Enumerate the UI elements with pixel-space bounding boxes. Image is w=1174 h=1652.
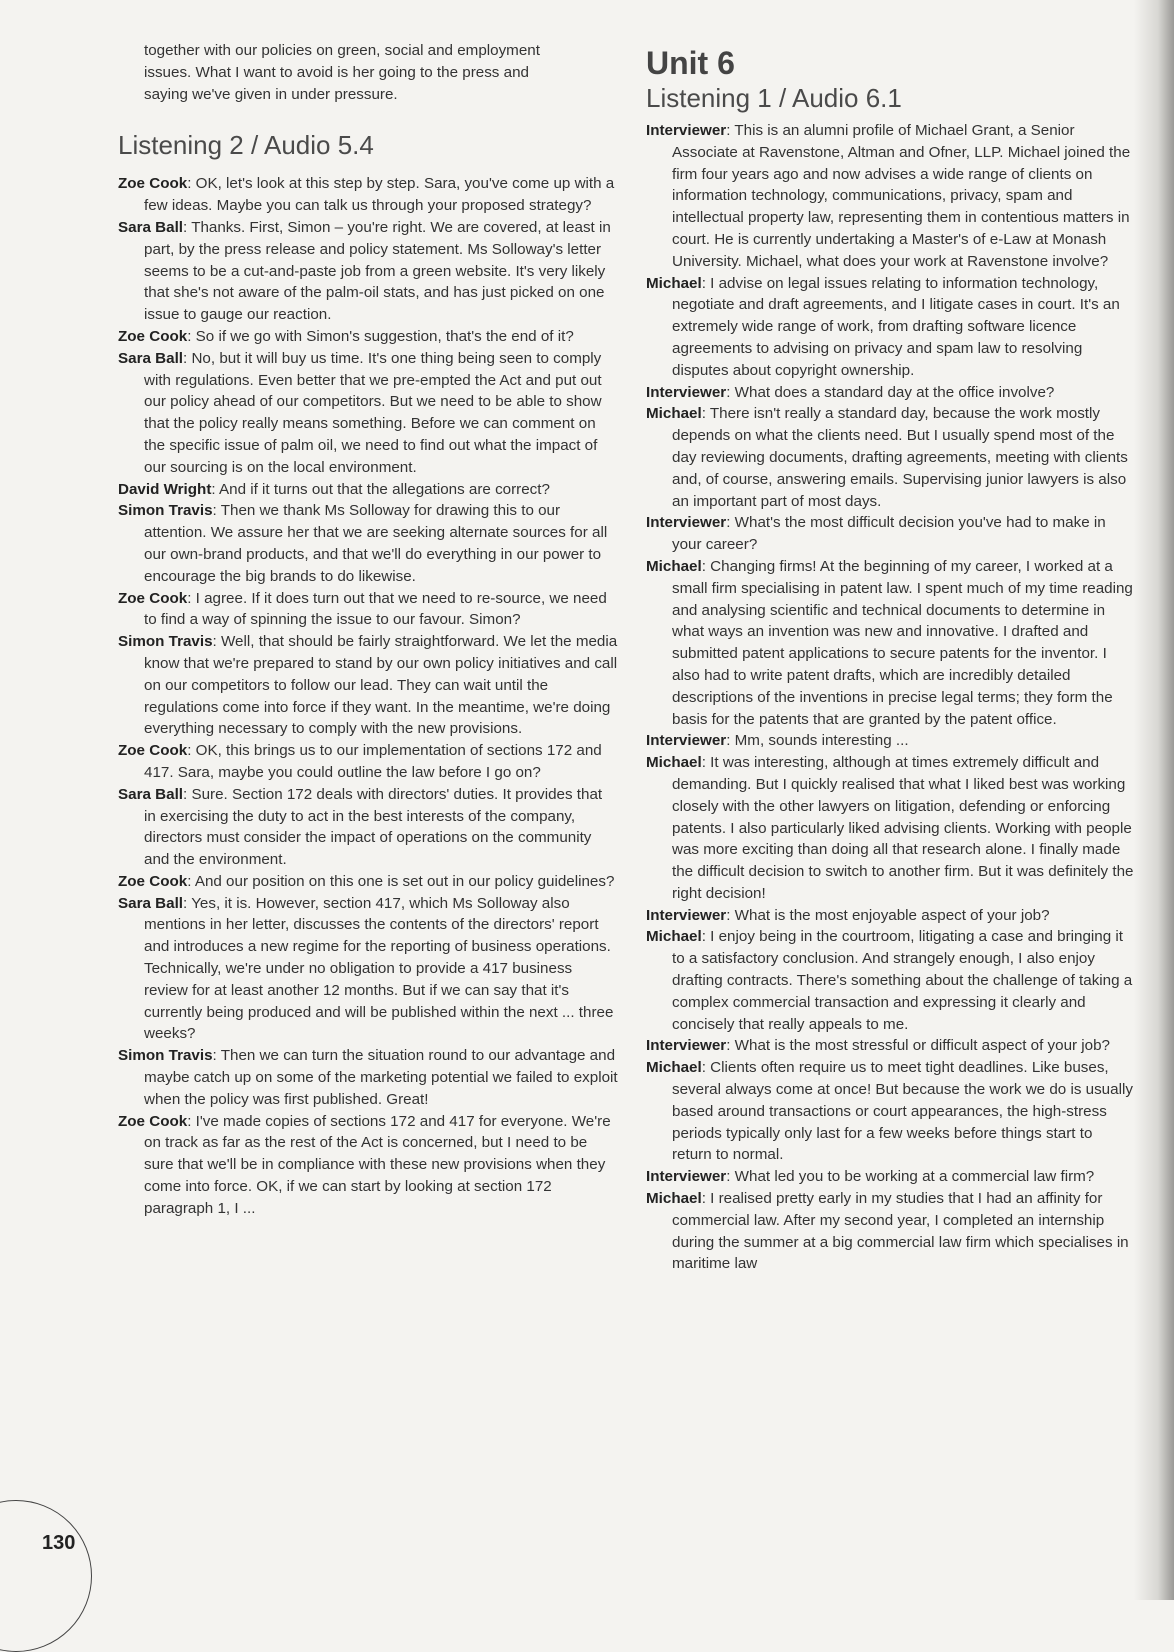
dialogue-text: This is an alumni profile of Michael Grant, a Senior Associate at Ravenstone, Altman and Ofner, LLP. Michael joined the firm four years ago and now advises a wide range of clients on information technology, communications, privacy, spam and intellectual property law, representing them in contentious matters in court. He is currently undertaking a Master's of e-Law at Monash University. Michael, what does your work at Ravenstone involve? <box>672 122 1131 270</box>
dialogue-text: Clients often require us to meet tight deadlines. Like buses, several always come at once! But because the work we do is usually based around transactions or court appearances, the high-stress periods typically only last for a few weeks before things start to return to normal. <box>672 1059 1133 1164</box>
intro-text <box>118 40 618 105</box>
dialogue-text: I realised pretty early in my studies that I had an affinity for commercial law. After my second year, I completed an internship during the summer at a big commercial law firm which specialises in maritime law <box>672 1190 1129 1273</box>
dialogue-text: I enjoy being in the courtroom, litigating a case and bringing it to a satisfactory conclusion. And strangely enough, I also enjoy drafting contracts. There's something about the challenge of taking a complex commercial transaction and expressing it clearly and concisely that really appeals to me. <box>672 928 1133 1033</box>
dialogue-text: And our position on this one is set out in our policy guidelines? <box>194 872 615 890</box>
intro-line: saying we've given in under pressure. <box>144 85 398 103</box>
dialogue-text: What is the most stressful or difficult aspect of your job? <box>734 1037 1111 1055</box>
dialogue-text: Mm, sounds interesting ... <box>734 732 909 750</box>
speaker-name: Interviewer <box>646 383 727 401</box>
dialogue-text: What's the most difficult decision you've had to make in your career? <box>672 514 1106 554</box>
speaker-name: Simon Travis <box>118 502 213 520</box>
dialogue-turn: Sara Ball: Thanks. First, Simon – you're right. We are covered, at least in part, by the press release and policy statement. Ms Solloway's letter seems to be a cut-and-paste job from a green website. It's very likely that she's not aware of the palm-oil stats, and has just picked on one issue to gauge our reaction. <box>118 218 611 324</box>
speaker-name: Michael <box>646 405 702 423</box>
dialogue-turn: Michael: Clients often require us to meet tight deadlines. Like buses, several always come at once! But because the work we do is usually based around transactions or court appearances, the high-stress periods typically only last for a few weeks before things start to return to normal. <box>646 1059 1133 1164</box>
dialogue-text: Well, that should be fairly straightforward. We let the media know that we're prepared to stand by our own policy initiatives and call on our competitors to follow our lead. They can wait until the regulations come into force if they want. In the meantime, we're doing everything necessary to comply with the new provisions. <box>144 633 618 738</box>
speaker-name: Zoe Cook <box>118 872 188 890</box>
dialogue-text: There isn't really a standard day, because the work mostly depends on what the clients need. But I usually spend most of the day reviewing documents, drafting agreements, meeting with clients and, of course, answering emails. Supervising junior lawyers is also an important part of most days. <box>672 405 1128 510</box>
dialogue-turn: Interviewer: What is the most stressful or difficult aspect of your job? <box>646 1037 1111 1055</box>
right-column <box>646 40 1136 1275</box>
speaker-name: Zoe Cook <box>118 1112 188 1130</box>
dialogue-text: No, but it will buy us time. It's one thing being seen to comply with regulations. Even better that we pre-empted the Act and put out our policy ahead of our competitors. But we need to be able to show that the policy really means something. Before we can comment on the specific issue of palm oil, we need to find out what the impact of our sourcing is on the local environment. <box>144 349 602 476</box>
speaker-name: Zoe Cook <box>118 589 188 607</box>
dialogue-text: And if it turns out that the allegations are correct? <box>219 480 550 498</box>
dialogue-turn: Michael: Changing firms! At the beginning of my career, I worked at a small firm specialising in patent law. I spent much of my time reading and analysing scientific and technical documents to determine in what ways an invention was new and innovative. I drafted and submitted patent applications to secure patents for the inventor. I also had to write patent drafts, which are incredibly detailed descriptions of the inventions in precise legal terms; they form the basis for the patents that are granted by the patent office. <box>646 557 1133 728</box>
dialogue-turn: Zoe Cook: And our position on this one is set out in our policy guidelines? <box>118 872 615 890</box>
dialogue-text: Thanks. First, Simon – you're right. We are covered, at least in part, by the press release and policy statement. Ms Solloway's letter seems to be a cut-and-paste job from a green website. It's very likely that she's not aware of the palm-oil stats, and has just picked on one issue to gauge our reaction. <box>144 218 611 324</box>
dialogue-turn: Zoe Cook: OK, this brings us to our implementation of sections 172 and 417. Sara, maybe you could outline the law before I go on? <box>118 742 602 781</box>
unit-title: Unit 6 <box>646 45 735 81</box>
dialogue-turn: Simon Travis: Well, that should be fairly straightforward. We let the media know that we're prepared to stand by our own policy initiatives and call on our competitors to follow our lead. They can wait until the regulations come into force if they want. In the meantime, we're doing everything necessary to comply with the new provisions. <box>118 633 618 738</box>
speaker-name: Zoe Cook <box>118 742 188 760</box>
speaker-name: Interviewer <box>646 122 727 139</box>
speaker-name: Interviewer <box>646 1168 727 1186</box>
dialogue-turn: Simon Travis: Then we thank Ms Solloway for drawing this to our attention. We assure her that we are seeking alternate sources for all our own-brand products, and that we'll do everything in our power to encourage the big brands to do likewise. <box>118 502 608 585</box>
dialogue-text: So if we go with Simon's suggestion, that's the end of it? <box>195 327 574 345</box>
section-heading: Listening 1 / Audio 6.1 <box>646 83 902 113</box>
dialogue-turn: Zoe Cook: I've made copies of sections 172 and 417 for everyone. We're on track as far as the rest of the Act is concerned, but I need to be sure that we'll be in compliance with these new provisions when they come into force. OK, if we can start by looking at section 172 paragraph 1, I ... <box>118 1112 611 1217</box>
dialogue-text: Changing firms! At the beginning of my career, I worked at a small firm specialising in patent law. I spent much of my time reading and analysing scientific and technical documents to determine in what ways an invention was new and innovative. I drafted and submitted patent applications to secure patents for the inventor. I also had to write patent drafts, which are incredibly detailed descriptions of the inventions in precise legal terms; they form the basis for the patents that are granted by the patent office. <box>672 557 1133 728</box>
speaker-name: Sara Ball <box>118 785 184 803</box>
dialogue-turn: Zoe Cook: I agree. If it does turn out that we need to re-source, we need to find a way of spinning the issue to our favour. Simon? <box>118 589 607 629</box>
speaker-name: Sara Ball <box>118 349 184 367</box>
transcript <box>118 173 618 1219</box>
dialogue-text: OK, let's look at this step by step. Sara, you've come up with a few ideas. Maybe you can talk us through your proposed strategy? <box>144 175 615 215</box>
dialogue-text: Yes, it is. However, section 417, which Ms Solloway also mentions in her letter, discusses the contents of the directors' report and introduces a new regime for the reporting of business operations. Technically, we're under no obligation to provide a 417 business review for at least another 12 months. But if we can say that it's currently being produced and will be published within the next ... three weeks? <box>144 894 614 1043</box>
dialogue-turn: David Wright: And if it turns out that the allegations are correct? <box>118 480 550 498</box>
speaker-name: Michael <box>646 1059 702 1077</box>
speaker-name: Zoe Cook <box>118 327 188 345</box>
dialogue-turn: Zoe Cook: OK, let's look at this step by step. Sara, you've come up with a few ideas. Maybe you can talk us through your proposed strategy? <box>118 175 615 215</box>
speaker-name: Simon Travis <box>118 1047 213 1065</box>
page-number: 130 <box>42 1532 76 1554</box>
dialogue-turn: Michael: I enjoy being in the courtroom, litigating a case and bringing it to a satisfactory conclusion. And strangely enough, I also enjoy drafting contracts. There's something about the challenge of taking a complex commercial transaction and expressing it clearly and concisely that really appeals to me. <box>646 928 1133 1033</box>
speaker-name: Sara Ball <box>118 218 184 236</box>
left-column <box>118 40 618 1220</box>
page-edge-shadow <box>1134 0 1174 1600</box>
dialogue-turn: Michael: I realised pretty early in my studies that I had an affinity for commercial law. After my second year, I completed an internship during the summer at a big commercial law firm which specialises in maritime law <box>646 1190 1129 1273</box>
dialogue-turn: Sara Ball: No, but it will buy us time. It's one thing being seen to comply with regulations. Even better that we pre-empted the Act and put out our policy ahead of our competitors. But we need to be able to show that the policy really means something. Before we can comment on the specific issue of palm oil, we need to find out what the impact of our sourcing is on the local environment. <box>118 349 602 476</box>
dialogue-text: Then we can turn the situation round to our advantage and maybe catch up on some of the marketing potential we failed to exploit when the policy was first published. Great! <box>144 1047 618 1108</box>
dialogue-turn: Zoe Cook: So if we go with Simon's suggestion, that's the end of it? <box>118 327 574 345</box>
speaker-name: Michael <box>646 1190 702 1208</box>
dialogue-text: Then we thank Ms Solloway for drawing this to our attention. We assure her that we are seeking alternate sources for all our own-brand products, and that we'll do everything in our power to encourage the big brands to do likewise. <box>144 502 608 585</box>
dialogue-text: Sure. Section 172 deals with directors' duties. It provides that in exercising the duty to act in the best interests of the company, directors must consider the impact of operations on the community and the environment. <box>144 785 603 869</box>
dialogue-turn: Interviewer: What led you to be working at a commercial law firm? <box>646 1168 1095 1186</box>
speaker-name: Interviewer <box>646 906 727 924</box>
speaker-name: Michael <box>646 754 702 772</box>
dialogue-turn: Sara Ball: Yes, it is. However, section 417, which Ms Solloway also mentions in her letter, discusses the contents of the directors' report and introduces a new regime for the reporting of business operations. Technically, we're under no obligation to provide a 417 business review for at least another 12 months. But if we can say that it's currently being produced and will be published within the next ... three weeks? <box>118 894 614 1043</box>
intro-line: together with our policies on green, social and employment <box>144 42 540 59</box>
dialogue-text: What is the most enjoyable aspect of your job? <box>734 906 1050 924</box>
dialogue-turn: Interviewer: What's the most difficult decision you've had to make in your career? <box>646 514 1106 554</box>
dialogue-turn: Michael: I advise on legal issues relating to information technology, negotiate and draft agreements, and I litigate cases in court. It's an extremely wide range of work, from drafting software licence agreements to advising on privacy and spam law to resolving disputes about copyright ownership. <box>646 274 1120 379</box>
speaker-name: Interviewer <box>646 514 727 532</box>
page-number-circle <box>0 1500 92 1652</box>
dialogue-text: I advise on legal issues relating to information technology, negotiate and draft agreements, and I litigate cases in court. It's an extremely wide range of work, from drafting software licence agreements to advising on privacy and spam law to resolving disputes about copyright ownership. <box>672 274 1120 379</box>
dialogue-text: It was interesting, although at times extremely difficult and demanding. But I quickly realised that what I liked best was working closely with the other lawyers on litigation, defending or enforcing patents. I also particularly liked advising clients. Working with people was more exciting than doing all that research alone. I finally made the difficult decision to switch to another firm. But it was definitely the right decision! <box>672 754 1134 902</box>
speaker-name: Michael <box>646 928 702 946</box>
dialogue-turn: Sara Ball: Sure. Section 172 deals with directors' duties. It provides that in exercising the duty to act in the best interests of the company, directors must consider the impact of operations on the community and the environment. <box>118 785 603 869</box>
speaker-name: Interviewer <box>646 1037 727 1055</box>
intro-line: issues. What I want to avoid is her going to the press and <box>144 63 529 81</box>
dialogue-turn: Interviewer: What is the most enjoyable aspect of your job? <box>646 906 1050 924</box>
dialogue-text: I've made copies of sections 172 and 417 for everyone. We're on track as far as the rest of the Act is concerned, but I need to be sure that we'll be in compliance with these new provisions when they come into force. OK, if we can start by looking at section 172 paragraph 1, I ... <box>144 1112 611 1217</box>
dialogue-turn: Interviewer: What does a standard day at the office involve? <box>646 383 1055 401</box>
speaker-name: Zoe Cook <box>118 175 188 193</box>
dialogue-text: What does a standard day at the office involve? <box>734 383 1055 401</box>
speaker-name: David Wright <box>118 480 212 498</box>
dialogue-text: OK, this brings us to our implementation of sections 172 and 417. Sara, maybe you could outline the law before I go on? <box>144 742 602 781</box>
dialogue-turn: Michael: It was interesting, although at times extremely difficult and demanding. But I quickly realised that what I liked best was working closely with the other lawyers on litigation, defending or enforcing patents. I also particularly liked advising clients. Working with people was more exciting than doing all that research alone. I finally made the difficult decision to switch to another firm. But it was definitely the right decision! <box>646 754 1134 902</box>
speaker-name: Michael <box>646 274 702 292</box>
speaker-name: Sara Ball <box>118 894 184 912</box>
speaker-name: Michael <box>646 557 702 575</box>
transcript <box>646 120 1136 1275</box>
dialogue-turn: Michael: There isn't really a standard day, because the work mostly depends on what the clients need. But I usually spend most of the day reviewing documents, drafting agreements, meeting with clients and, of course, answering emails. Supervising junior lawyers is also an important part of most days. <box>646 405 1128 510</box>
dialogue-turn: Interviewer: Mm, sounds interesting ... <box>646 732 909 750</box>
speaker-name: Simon Travis <box>118 633 213 651</box>
dialogue-turn: Simon Travis: Then we can turn the situation round to our advantage and maybe catch up on some of the marketing potential we failed to exploit when the policy was first published. Great! <box>118 1047 618 1108</box>
speaker-name: Interviewer <box>646 732 727 750</box>
dialogue-text: What led you to be working at a commercial law firm? <box>734 1168 1095 1186</box>
section-heading: Listening 2 / Audio 5.4 <box>118 130 374 161</box>
dialogue-text: I agree. If it does turn out that we need to re-source, we need to find a way of spinning the issue to our favour. Simon? <box>144 589 607 629</box>
dialogue-turn: Interviewer: This is an alumni profile of Michael Grant, a Senior Associate at Ravenstone, Altman and Ofner, LLP. Michael joined the firm four years ago and now advises a wide range of clients on information technology, communications, privacy, spam and intellectual property law, representing them in contentious matters in court. He is currently undertaking a Master's of e-Law at Monash University. Michael, what does your work at Ravenstone involve? <box>646 122 1131 270</box>
